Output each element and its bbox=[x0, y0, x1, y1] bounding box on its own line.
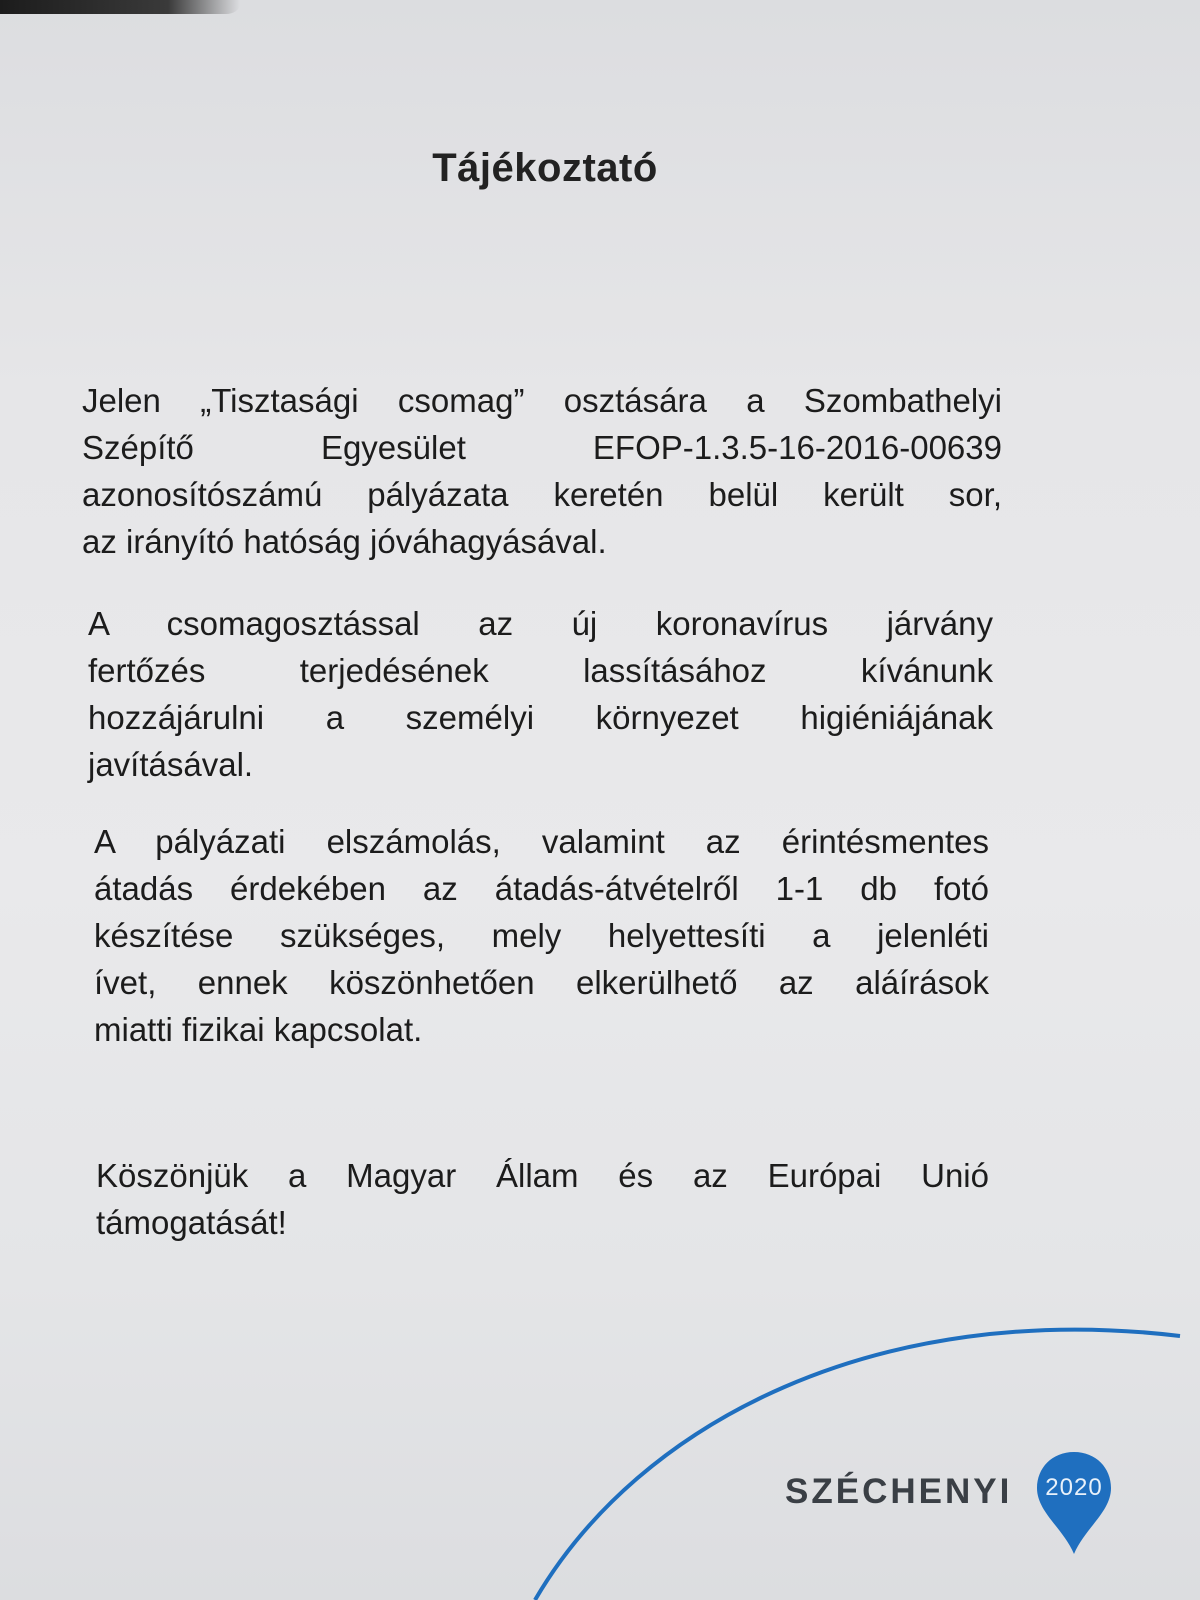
logo-year: 2020 bbox=[1045, 1474, 1103, 1501]
paragraph-3 bbox=[94, 818, 989, 1053]
paragraph-line: átadás érdekében az átadás-átvételről 1-1 db fotó bbox=[94, 870, 989, 907]
szechenyi-2020-logo bbox=[785, 1448, 1115, 1558]
paragraph-line: készítése szükséges, mely helyettesíti a jelenléti bbox=[94, 917, 989, 954]
paragraph-line: hozzájárulni a személyi környezet higiéniájának bbox=[88, 699, 993, 736]
paragraph-line: Jelen „Tisztasági csomag” osztására a Szombathelyi bbox=[82, 382, 1002, 419]
document-title: Tájékoztató bbox=[432, 146, 658, 190]
paragraph-1 bbox=[82, 377, 1002, 565]
map-pin-icon bbox=[1033, 1448, 1115, 1558]
paragraph-line: az irányító hatóság jóváhagyásával. bbox=[82, 523, 607, 560]
paragraph-line: A pályázati elszámolás, valamint az érintésmentes bbox=[94, 823, 989, 860]
paragraph-line: azonosítószámú pályázata keretén belül került sor, bbox=[82, 476, 1002, 513]
paragraph-line: javításával. bbox=[88, 746, 254, 783]
paragraph-line: támogatását! bbox=[96, 1204, 287, 1241]
paragraph-line: Köszönjük a Magyar Állam és az Európai Unió bbox=[96, 1157, 989, 1194]
paragraph-line: fertőzés terjedésének lassításához kívánunk bbox=[88, 652, 993, 689]
finger-shadow bbox=[0, 0, 240, 14]
paragraph-line: A csomagosztással az új koronavírus járvány bbox=[88, 605, 993, 642]
logo-name: SZÉCHENYI bbox=[785, 1472, 1013, 1511]
paragraph-4 bbox=[96, 1152, 989, 1246]
paragraph-line: ívet, ennek köszönhetően elkerülhető az aláírások bbox=[94, 964, 989, 1001]
paragraph-line: Szépítő Egyesület EFOP-1.3.5-16-2016-00639 bbox=[82, 429, 1002, 466]
paragraph-2 bbox=[88, 600, 993, 788]
paragraph-line: miatti fizikai kapcsolat. bbox=[94, 1011, 423, 1048]
